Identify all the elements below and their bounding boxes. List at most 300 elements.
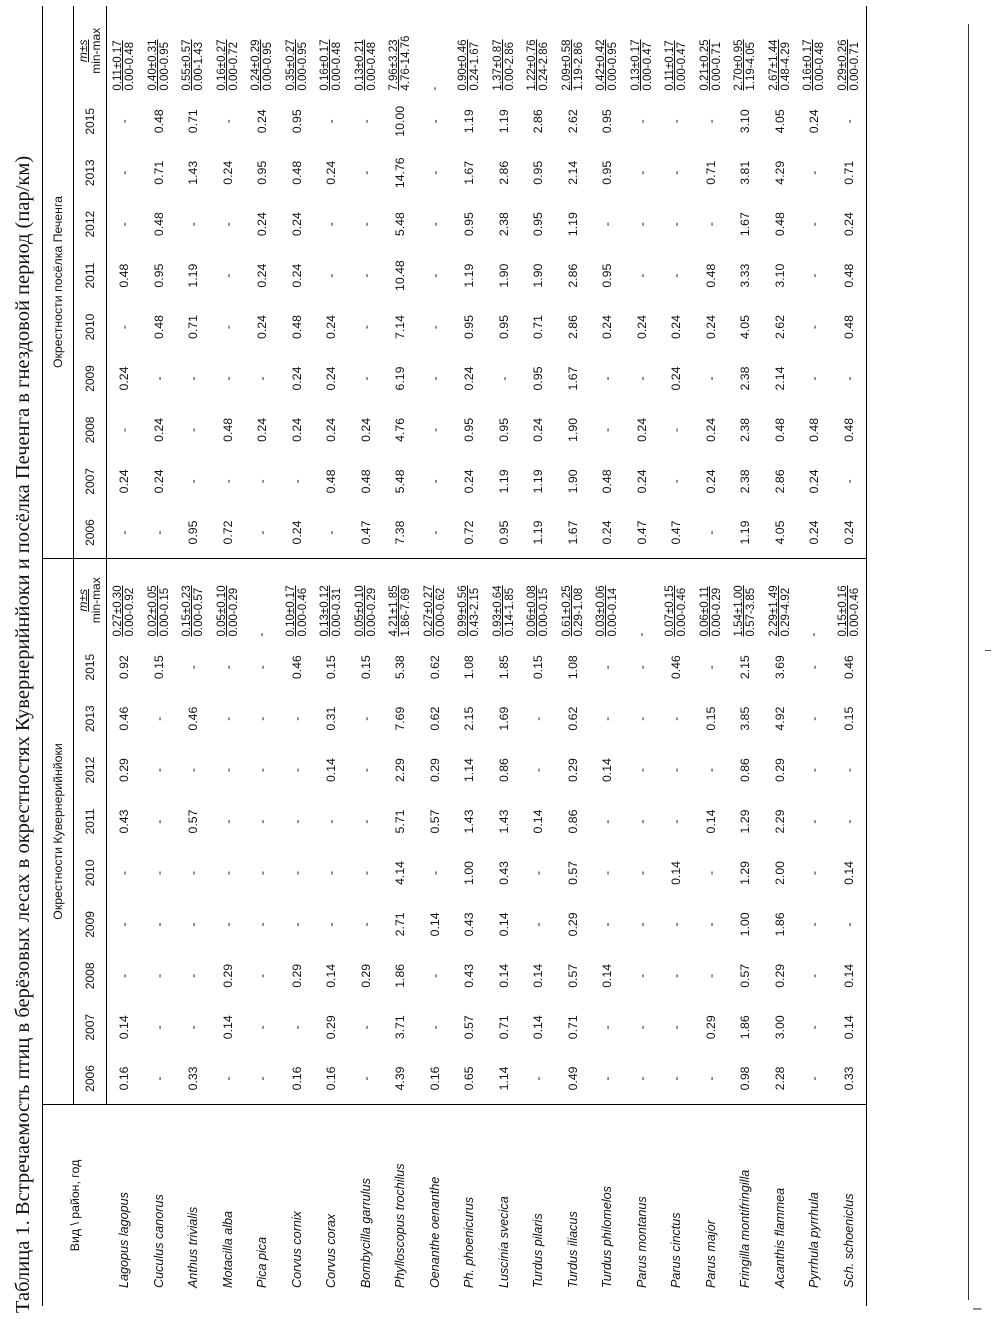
min-max-value: 0.24-2.86: [538, 41, 551, 91]
year-value-cell: 2.38: [738, 469, 753, 494]
year-value-cell: 0.43: [462, 963, 477, 988]
mean-range-cell: [349, 559, 384, 642]
mean-sd-value: 0.55±0.57: [181, 39, 194, 91]
min-max-value: 0.48-4.29: [779, 41, 792, 91]
year-value-cell: -: [186, 1025, 201, 1030]
year-value-cell: 1.29: [738, 860, 753, 885]
year-value-cell: 0.33: [186, 1066, 201, 1091]
mean-range-cell: [763, 6, 798, 96]
year-value-cell: 0.24: [324, 315, 339, 340]
year-value-cell: -: [289, 716, 304, 721]
ms-header: [74, 6, 107, 96]
mean-range-cell: [832, 559, 867, 642]
table-row: [314, 6, 349, 1306]
year-value-cell: 0.29: [324, 1015, 339, 1040]
year-value-cell: 1.19: [738, 520, 753, 545]
table-row: [107, 6, 142, 1306]
year-value-cell: -: [220, 819, 235, 824]
species-name: Ph. phoenicurus: [452, 1104, 487, 1306]
mean-sd-value: -: [808, 632, 821, 637]
year-value-cell: -: [600, 1076, 615, 1081]
year-value-cell: 0.14: [531, 1015, 546, 1040]
year-header: 2013: [74, 693, 107, 744]
year-value-cell: 0.24: [703, 315, 718, 340]
mean-sd-value: 0.99±0.56: [457, 585, 470, 637]
year-value-cell: -: [669, 973, 684, 978]
mean-range-cell: [659, 6, 694, 96]
year-value-cell: -: [220, 479, 235, 484]
year-value-cell: 0.62: [427, 655, 442, 680]
year-value-cell: 1.19: [462, 109, 477, 134]
mean-range-cell: [556, 559, 591, 642]
year-value-cell: 0.62: [565, 706, 580, 731]
year-value-cell: 1.86: [393, 963, 408, 988]
year-value-cell: -: [255, 973, 270, 978]
year-value-cell: -: [427, 222, 442, 227]
mean-sd-value: 2.67±1.44: [767, 39, 780, 91]
year-value-cell: 6.19: [393, 366, 408, 391]
year-value-cell: 1.19: [462, 263, 477, 288]
year-value-cell: 4.05: [738, 315, 753, 340]
mean-range-cell: [107, 6, 142, 96]
year-header: 2009: [74, 353, 107, 404]
year-value-cell: 0.14: [669, 860, 684, 885]
year-value-cell: 0.48: [117, 263, 132, 288]
mean-sd-value: 0.27±0.30: [112, 585, 125, 637]
year-header: 2012: [74, 198, 107, 249]
min-max-value: 1.19-4.05: [745, 41, 758, 91]
year-value-cell: 0.24: [600, 520, 615, 545]
year-value-cell: -: [832, 456, 867, 507]
year-value-cell: -: [255, 1025, 270, 1030]
min-max-value: 0.00-0.95: [262, 41, 275, 91]
year-header: 2010: [74, 847, 107, 898]
species-column-header: Вид \ район, год: [43, 1104, 107, 1306]
year-value-cell: 0.24: [117, 469, 132, 494]
year-header: 2008: [74, 404, 107, 455]
table-row: [521, 6, 556, 1306]
year-value-cell: -: [220, 768, 235, 773]
year-value-cell: -: [186, 870, 201, 876]
year-value-cell: 5.48: [393, 469, 408, 494]
year-value-cell: 2.86: [565, 315, 580, 340]
year-value-cell: -: [634, 922, 649, 927]
year-value-cell: 0.95: [600, 109, 615, 134]
year-value-cell: 0.86: [738, 758, 753, 783]
year-value-cell: 0.24: [255, 417, 270, 442]
year-value-cell: -: [427, 273, 442, 278]
year-value-cell: -: [186, 973, 201, 978]
species-name: Motacilla alba: [211, 1104, 246, 1306]
page-edge-line: [968, 24, 969, 1300]
year-value-cell: -: [634, 819, 649, 824]
year-value-cell: 0.46: [186, 706, 201, 731]
mean-sd-value: 0.29±0.26: [836, 39, 849, 91]
year-value-cell: 1.86: [772, 912, 787, 937]
mean-range-cell: [211, 559, 246, 642]
year-value-cell: -: [358, 1025, 373, 1030]
year-value-cell: 3.10: [738, 109, 753, 134]
year-value-cell: 1.19: [565, 212, 580, 237]
year-value-cell: -: [117, 870, 132, 876]
year-value-cell: 14.76: [393, 157, 408, 189]
year-value-cell: -: [634, 273, 649, 278]
year-value-cell: -: [807, 768, 822, 773]
year-value-cell: -: [634, 870, 649, 876]
year-value-cell: 0.16: [117, 1066, 132, 1091]
species-name: Turdus philomelos: [590, 1104, 625, 1306]
year-value-cell: 0.86: [565, 809, 580, 834]
year-value-cell: 0.16: [289, 1066, 304, 1091]
species-name: Parus cinctus: [659, 1104, 694, 1306]
year-value-cell: 0.48: [289, 315, 304, 340]
group-header-pechenga: Окрестности посёлка Печенга: [43, 6, 74, 559]
year-value-cell: -: [703, 222, 718, 227]
min-max-value: 0.00-0.29: [227, 587, 240, 637]
year-value-cell: -: [324, 222, 339, 227]
year-value-cell: -: [634, 768, 649, 773]
table-row: [694, 6, 729, 1306]
year-value-cell: -: [358, 819, 373, 824]
mean-range-cell: [694, 6, 729, 96]
year-value-cell: -: [531, 768, 546, 773]
year-value-cell: 0.24: [324, 160, 339, 185]
year-value-cell: -: [703, 530, 718, 535]
mean-sd-value: 0.05±0.10: [215, 585, 228, 637]
mean-sd-value: 2.29±1.49: [767, 585, 780, 637]
year-value-cell: 0.57: [462, 1015, 477, 1040]
mean-sd-value: 0.24±0.29: [250, 39, 263, 91]
year-value-cell: 0.48: [289, 160, 304, 185]
year-value-cell: 0.15: [531, 655, 546, 680]
year-value-cell: -: [358, 768, 373, 773]
year-value-cell: 0.48: [832, 301, 867, 352]
table-row: [383, 6, 418, 1306]
year-value-cell: -: [220, 119, 235, 124]
year-value-cell: -: [289, 819, 304, 824]
year-value-cell: -: [807, 376, 822, 381]
year-value-cell: 0.48: [772, 212, 787, 237]
year-value-cell: 2.62: [565, 109, 580, 134]
year-value-cell: 0.95: [462, 315, 477, 340]
year-value-cell: 0.14: [832, 1002, 867, 1053]
year-value-cell: 0.95: [496, 315, 511, 340]
year-value-cell: -: [255, 530, 270, 535]
year-value-cell: 0.71: [186, 315, 201, 340]
mean-range-cell: [590, 559, 625, 642]
year-value-cell: 2.62: [772, 315, 787, 340]
year-value-cell: 4.05: [772, 109, 787, 134]
species-name: Lagopus lagopus: [107, 1104, 142, 1306]
mean-range-cell: [245, 559, 280, 642]
year-value-cell: -: [703, 768, 718, 773]
year-value-cell: -: [807, 973, 822, 978]
table-row: [245, 6, 280, 1306]
mean-sd-value: 0.35±0.27: [284, 39, 297, 91]
year-value-cell: 0.46: [669, 655, 684, 680]
year-value-cell: -: [634, 376, 649, 381]
year-value-cell: 5.38: [393, 655, 408, 680]
year-value-cell: -: [220, 665, 235, 670]
year-value-cell: 4.14: [393, 860, 408, 885]
year-value-cell: 0.24: [531, 417, 546, 442]
min-max-value: 0.00-0.31: [331, 587, 344, 637]
year-value-cell: -: [220, 222, 235, 227]
year-value-cell: 2.38: [738, 366, 753, 391]
year-value-cell: 0.48: [772, 417, 787, 442]
table-row: [556, 6, 591, 1306]
year-value-cell: 0.48: [703, 263, 718, 288]
year-value-cell: -: [255, 716, 270, 721]
year-value-cell: 7.69: [393, 706, 408, 731]
year-value-cell: -: [669, 273, 684, 278]
year-value-cell: 0.29: [220, 963, 235, 988]
year-value-cell: 0.47: [634, 520, 649, 545]
species-name: Corvus cornix: [280, 1104, 315, 1306]
mean-range-cell: [625, 6, 660, 96]
year-value-cell: 0.24: [289, 212, 304, 237]
min-max-value: 0.00-0.46: [676, 587, 689, 637]
year-value-cell: 0.24: [289, 520, 304, 545]
mean-range-cell: [142, 559, 177, 642]
year-value-cell: 1.90: [565, 469, 580, 494]
year-value-cell: 0.24: [807, 520, 822, 545]
year-value-cell: -: [669, 1076, 684, 1081]
year-value-cell: 0.15: [358, 655, 373, 680]
mean-sd-value: 0.15±0.23: [181, 585, 194, 637]
mean-range-cell: [280, 6, 315, 96]
year-value-cell: 0.14: [427, 912, 442, 937]
mean-sd-value: 0.03±0.06: [595, 585, 608, 637]
species-name: Acanthis flammea: [763, 1104, 798, 1306]
year-value-cell: -: [151, 1076, 166, 1081]
year-value-cell: 1.67: [462, 160, 477, 185]
year-value-cell: 0.62: [427, 706, 442, 731]
year-value-cell: -: [703, 922, 718, 927]
year-value-cell: 0.24: [703, 417, 718, 442]
year-value-cell: 0.29: [289, 963, 304, 988]
year-value-cell: -: [289, 870, 304, 876]
min-max-value: 0.00-0.15: [538, 587, 551, 637]
year-value-cell: -: [634, 1025, 649, 1030]
year-value-cell: -: [807, 325, 822, 330]
min-max-value: 0.00-0.72: [227, 41, 240, 91]
year-value-cell: -: [600, 716, 615, 721]
year-value-cell: 5.48: [393, 212, 408, 237]
year-value-cell: 0.24: [151, 469, 166, 494]
min-max-value: 0.00-0.95: [607, 41, 620, 91]
year-value-cell: 0.47: [358, 520, 373, 545]
year-header: 2013: [74, 147, 107, 198]
min-max-value: 0.24-1.67: [469, 41, 482, 91]
mean-range-cell: [487, 559, 522, 642]
mean-range-cell: [418, 6, 453, 96]
year-value-cell: -: [669, 716, 684, 721]
year-value-cell: -: [255, 479, 270, 484]
min-max-value: 0.00-0.71: [710, 41, 723, 91]
year-value-cell: -: [531, 870, 546, 876]
year-value-cell: -: [151, 376, 166, 381]
year-value-cell: 2.00: [772, 860, 787, 885]
year-value-cell: -: [220, 922, 235, 927]
year-value-cell: -: [807, 665, 822, 670]
year-value-cell: 0.14: [832, 847, 867, 898]
group-header-kuvernerinjoki: Окрестности Кувернерийнйоки: [43, 559, 74, 1105]
mean-range-cell: [521, 559, 556, 642]
year-value-cell: 0.29: [117, 758, 132, 783]
year-value-cell: 0.46: [832, 641, 867, 692]
year-value-cell: -: [117, 170, 132, 175]
year-value-cell: 2.15: [462, 706, 477, 731]
year-value-cell: 1.43: [186, 160, 201, 185]
year-value-cell: 1.43: [462, 809, 477, 834]
mean-range-cell: [452, 559, 487, 642]
year-value-cell: -: [703, 1076, 718, 1081]
year-value-cell: 0.24: [462, 469, 477, 494]
table-row: [797, 6, 832, 1306]
year-value-cell: -: [832, 899, 867, 950]
year-value-cell: 1.67: [738, 212, 753, 237]
mean-sd-value: 0.15±0.16: [836, 585, 849, 637]
year-value-cell: -: [427, 325, 442, 330]
year-value-cell: 1.90: [531, 263, 546, 288]
year-header: 2015: [74, 641, 107, 692]
year-value-cell: 0.24: [324, 366, 339, 391]
ms-header: [74, 559, 107, 642]
species-name: Parus major: [694, 1104, 729, 1306]
year-value-cell: -: [358, 170, 373, 175]
year-value-cell: 0.24: [634, 417, 649, 442]
mean-sd-value: 0.11±0.17: [664, 40, 677, 91]
year-value-cell: -: [669, 119, 684, 124]
year-value-cell: -: [669, 222, 684, 227]
species-name: Luscinia svecica: [487, 1104, 522, 1306]
year-value-cell: -: [324, 273, 339, 278]
year-value-cell: 0.24: [255, 212, 270, 237]
year-value-cell: -: [703, 665, 718, 670]
year-value-cell: -: [634, 119, 649, 124]
min-max-value: 0.00-0.14: [607, 587, 620, 637]
table-row: [728, 6, 763, 1306]
mean-sd-value: 2.09±0.58: [560, 39, 573, 91]
min-max-value: 0.00-0.95: [296, 41, 309, 91]
year-value-cell: 0.24: [832, 198, 867, 249]
year-value-cell: -: [289, 1025, 304, 1030]
year-value-cell: 0.24: [634, 469, 649, 494]
year-value-cell: 0.48: [358, 469, 373, 494]
year-value-cell: -: [427, 170, 442, 175]
year-value-cell: -: [600, 376, 615, 381]
year-value-cell: 1.86: [738, 1015, 753, 1040]
year-value-cell: 0.14: [496, 963, 511, 988]
mean-range-cell: [314, 6, 349, 96]
min-max-value: 0.29-4.92: [779, 587, 792, 637]
year-value-cell: 10.00: [393, 105, 408, 137]
species-name: Pyrrhula pyrrhula: [797, 1104, 832, 1306]
mean-sd-value: -: [428, 86, 441, 91]
min-max-value: 0.00-0.47: [676, 41, 689, 91]
year-value-cell: -: [255, 376, 270, 381]
year-value-cell: 4.92: [772, 706, 787, 731]
year-value-cell: -: [531, 1076, 546, 1081]
year-value-cell: -: [427, 870, 442, 876]
year-value-cell: 1.69: [496, 706, 511, 731]
year-value-cell: -: [289, 922, 304, 927]
year-value-cell: -: [496, 376, 511, 381]
min-max-value: 0.00-0.15: [158, 587, 171, 637]
year-value-cell: 0.29: [358, 963, 373, 988]
year-value-cell: 1.00: [462, 860, 477, 885]
year-value-cell: 0.95: [600, 263, 615, 288]
year-value-cell: 0.57: [738, 963, 753, 988]
mean-sd-value: 0.06±0.11: [698, 586, 711, 637]
year-value-cell: -: [117, 222, 132, 227]
year-value-cell: 2.86: [565, 263, 580, 288]
year-value-cell: -: [427, 530, 442, 535]
year-value-cell: -: [600, 870, 615, 876]
year-value-cell: -: [427, 427, 442, 432]
ms-header-range: min-max: [89, 577, 103, 624]
min-max-value: 0.00-0.48: [365, 41, 378, 91]
year-value-cell: -: [117, 119, 132, 124]
year-value-cell: 3.81: [738, 160, 753, 185]
year-header: 2007: [74, 456, 107, 507]
year-value-cell: 0.92: [117, 655, 132, 680]
year-value-cell: 0.14: [832, 950, 867, 1001]
year-value-cell: 0.48: [832, 250, 867, 301]
mean-sd-value: -: [635, 632, 648, 637]
year-value-cell: -: [151, 768, 166, 773]
year-value-cell: 0.72: [462, 520, 477, 545]
year-value-cell: 3.71: [393, 1015, 408, 1040]
year-value-cell: -: [151, 870, 166, 876]
year-value-cell: 0.14: [703, 809, 718, 834]
year-value-cell: 0.29: [772, 758, 787, 783]
year-value-cell: 1.67: [565, 366, 580, 391]
year-value-cell: -: [255, 1076, 270, 1081]
year-value-cell: 0.95: [531, 366, 546, 391]
mean-range-cell: [556, 6, 591, 96]
min-max-value: 0.00-0.29: [710, 587, 723, 637]
year-value-cell: -: [117, 530, 132, 535]
min-max-value: 0.00-0.71: [848, 41, 861, 91]
year-value-cell: 1.85: [496, 655, 511, 680]
year-value-cell: -: [117, 325, 132, 330]
year-value-cell: 0.48: [220, 417, 235, 442]
year-value-cell: 0.24: [255, 109, 270, 134]
mean-range-cell: [728, 6, 763, 96]
year-value-cell: 0.43: [117, 809, 132, 834]
year-value-cell: 0.24: [289, 263, 304, 288]
mean-sd-value: -: [256, 632, 269, 637]
year-value-cell: 0.14: [531, 963, 546, 988]
mean-range-cell: [728, 559, 763, 642]
year-value-cell: -: [117, 427, 132, 432]
mean-sd-value: 0.13±0.17: [629, 39, 642, 91]
year-value-cell: 1.90: [496, 263, 511, 288]
min-max-value: 0.00-0.48: [814, 41, 827, 91]
mean-range-cell: [211, 6, 246, 96]
year-value-cell: 0.15: [324, 655, 339, 680]
mean-range-cell: [694, 559, 729, 642]
year-value-cell: 0.29: [565, 912, 580, 937]
year-value-cell: -: [832, 96, 867, 147]
year-value-cell: 1.19: [496, 469, 511, 494]
year-value-cell: -: [807, 870, 822, 876]
mean-sd-value: 0.16±0.17: [319, 39, 332, 91]
table-row: [625, 6, 660, 1306]
year-value-cell: 0.14: [600, 758, 615, 783]
